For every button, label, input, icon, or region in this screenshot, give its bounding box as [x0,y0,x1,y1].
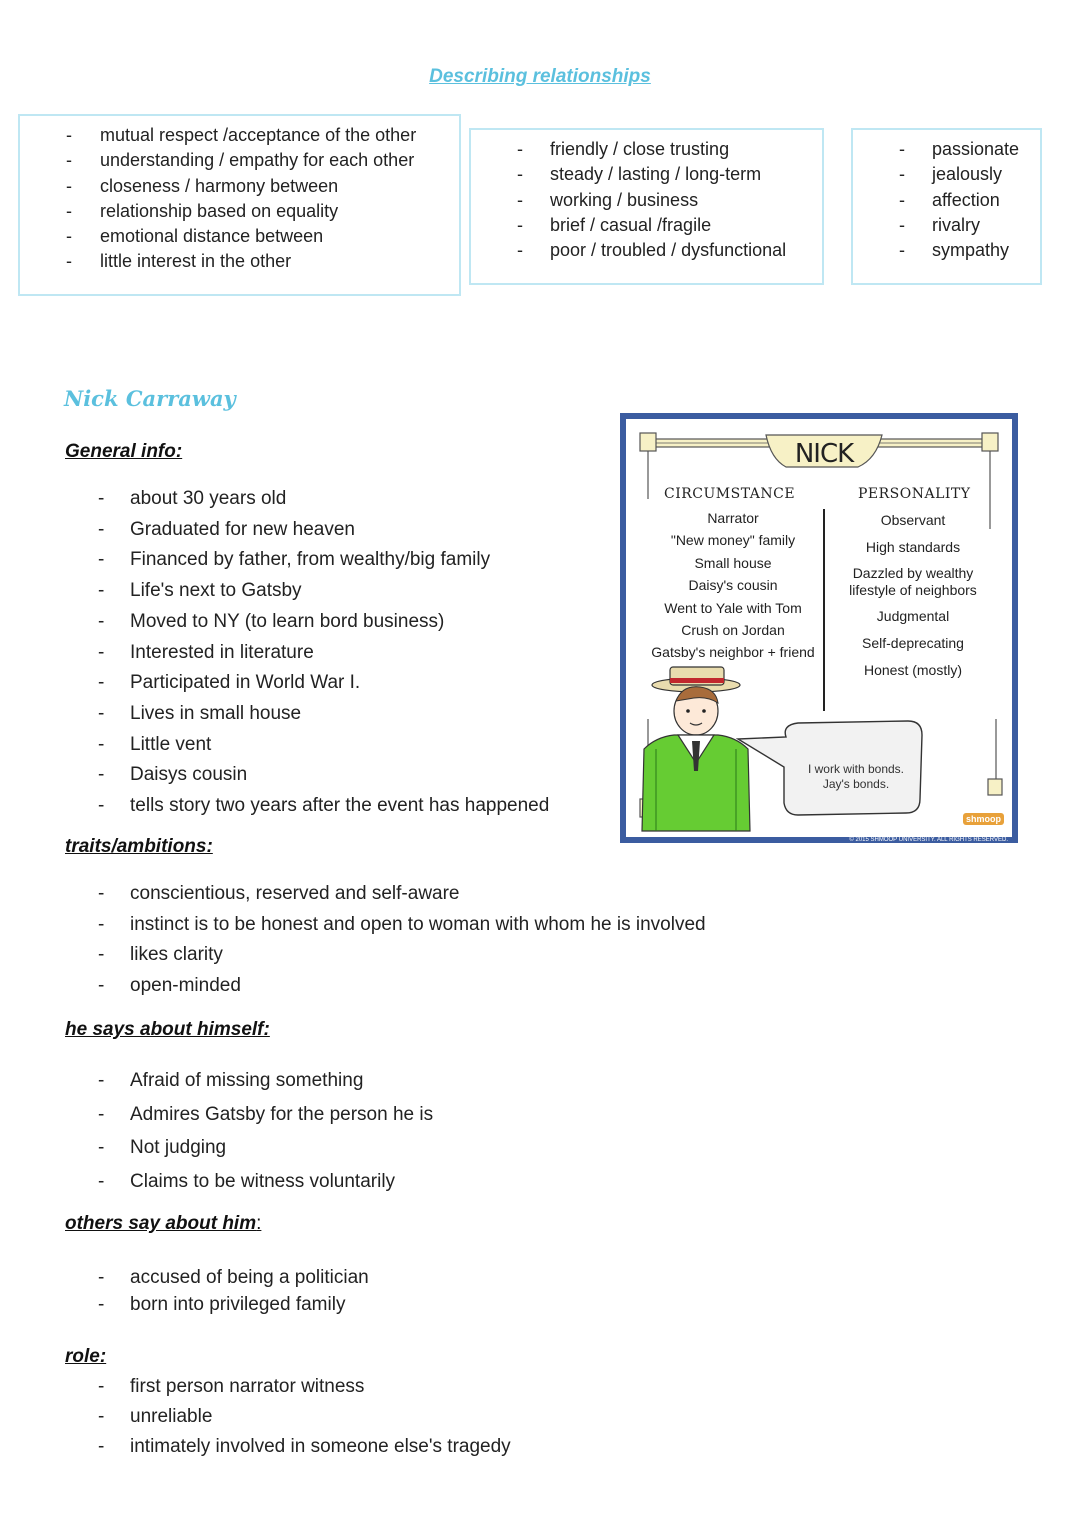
character-heading: Nick Carraway [64,386,236,411]
list-item: High standards [865,539,961,555]
list-item: - jealously [853,162,1040,187]
list-item: Observant [880,512,946,528]
list-item: - instinct is to be honest and open to woman with whom he is involved [0,910,706,941]
circumstance-list [636,507,830,664]
list-item: - likes clarity [0,940,706,971]
list-item: - understanding / empathy for each other [20,148,459,173]
brand-logo: shmoop [963,813,1004,825]
list-item: - little interest in the other [20,249,459,274]
card-inner [626,419,1012,837]
page-title: Describing relationships [429,66,651,87]
list-item: - Interested in literature [0,638,549,669]
character-card [620,413,1018,843]
list-item: - brief / casual /fragile [471,213,822,238]
list-item: - closeness / harmony between [20,174,459,199]
general-info-heading: General info: [65,441,183,462]
himself-heading: he says about himself: [65,1019,270,1040]
copyright-note: © 2015 SHMOOP UNIVERSITY. ALL RIGHTS RESERVED. [849,837,1008,843]
list-item: Daisy's cousin [688,577,778,594]
list-item: - Little vent [0,730,549,761]
list-item: - Financed by father, from wealthy/big family [0,545,549,576]
list-item: - steady / lasting / long-term [471,162,822,187]
list-item: - relationship based on equality [20,199,459,224]
list-item: Dazzled by wealthy lifestyle of neighbors [849,565,977,598]
list-item: Narrator [707,510,759,526]
traits-list [0,879,706,1002]
list-item: - poor / troubled / dysfunctional [471,238,822,263]
list-item: - rivalry [853,213,1040,238]
others-list [0,1264,369,1318]
traits-heading: traits/ambitions: [65,836,213,857]
list-item: - Admires Gatsby for the person he is [0,1098,433,1132]
relationship-box-2 [469,128,824,285]
list-item: - affection [853,188,1040,213]
list-item: - Not judging [0,1131,433,1165]
list-item: - working / business [471,188,822,213]
list-item: - intimately involved in someone else's tragedy [0,1432,511,1462]
role-list [0,1372,511,1462]
list-item: - Lives in small house [0,699,549,730]
card-name-tag: NICK [794,439,854,469]
relationship-box-1 [18,114,461,296]
speech-line-1: I work with bonds. [807,762,905,776]
list-item: - Life's next to Gatsby [0,576,549,607]
list-item: - passionate [853,137,1040,162]
himself-list [0,1064,433,1199]
list-item: - Daisys cousin [0,760,549,791]
role-heading: role: [65,1346,107,1367]
list-item: - accused of being a politician [0,1264,369,1291]
list-item: - Graduated for new heaven [0,515,549,546]
list-item: - open-minded [0,971,706,1002]
list-item: - conscientious, reserved and self-aware [0,879,706,910]
list-item: Gatsby's neighbor + friend [651,644,815,661]
list-item: Went to Yale with Tom [664,599,802,616]
list-item: - mutual respect /acceptance of the other [20,123,459,148]
list-item: Small house [694,554,772,571]
box1-list [20,123,459,275]
speech-line-2: Jay's bonds. [822,777,890,791]
general-info-list [0,484,549,822]
others-heading-colon: : [256,1213,262,1234]
list-item: Crush on Jordan [681,622,785,639]
list-item: "New money" family [670,532,796,549]
circumstance-title: CIRCUMSTANCE [664,486,796,502]
list-item: - emotional distance between [20,224,459,249]
list-item: - Afraid of missing something [0,1064,433,1098]
box3-list [853,137,1040,263]
list-item: - sympathy [853,238,1040,263]
list-item: - Claims to be witness voluntarily [0,1165,433,1199]
box2-list [471,137,822,263]
list-item: - born into privileged family [0,1291,369,1318]
list-item: - Moved to NY (to learn bord business) [0,607,549,638]
list-item: - tells story two years after the event has happened [0,791,549,822]
list-item: - unreliable [0,1402,511,1432]
list-item: - first person narrator witness [0,1372,511,1402]
list-item: Honest (mostly) [863,662,963,678]
speech-bubble-text [786,762,926,792]
others-heading [65,1213,261,1235]
personality-title: PERSONALITY [858,486,971,502]
list-item: - about 30 years old [0,484,549,515]
relationship-box-3 [851,128,1042,285]
list-item: - Participated in World War I. [0,668,549,699]
others-heading-text: others say about him [65,1213,257,1234]
personality-list [836,507,990,684]
list-item: Self-deprecating [862,635,964,651]
list-item: Judgmental [876,608,950,624]
list-item: - friendly / close trusting [471,137,822,162]
